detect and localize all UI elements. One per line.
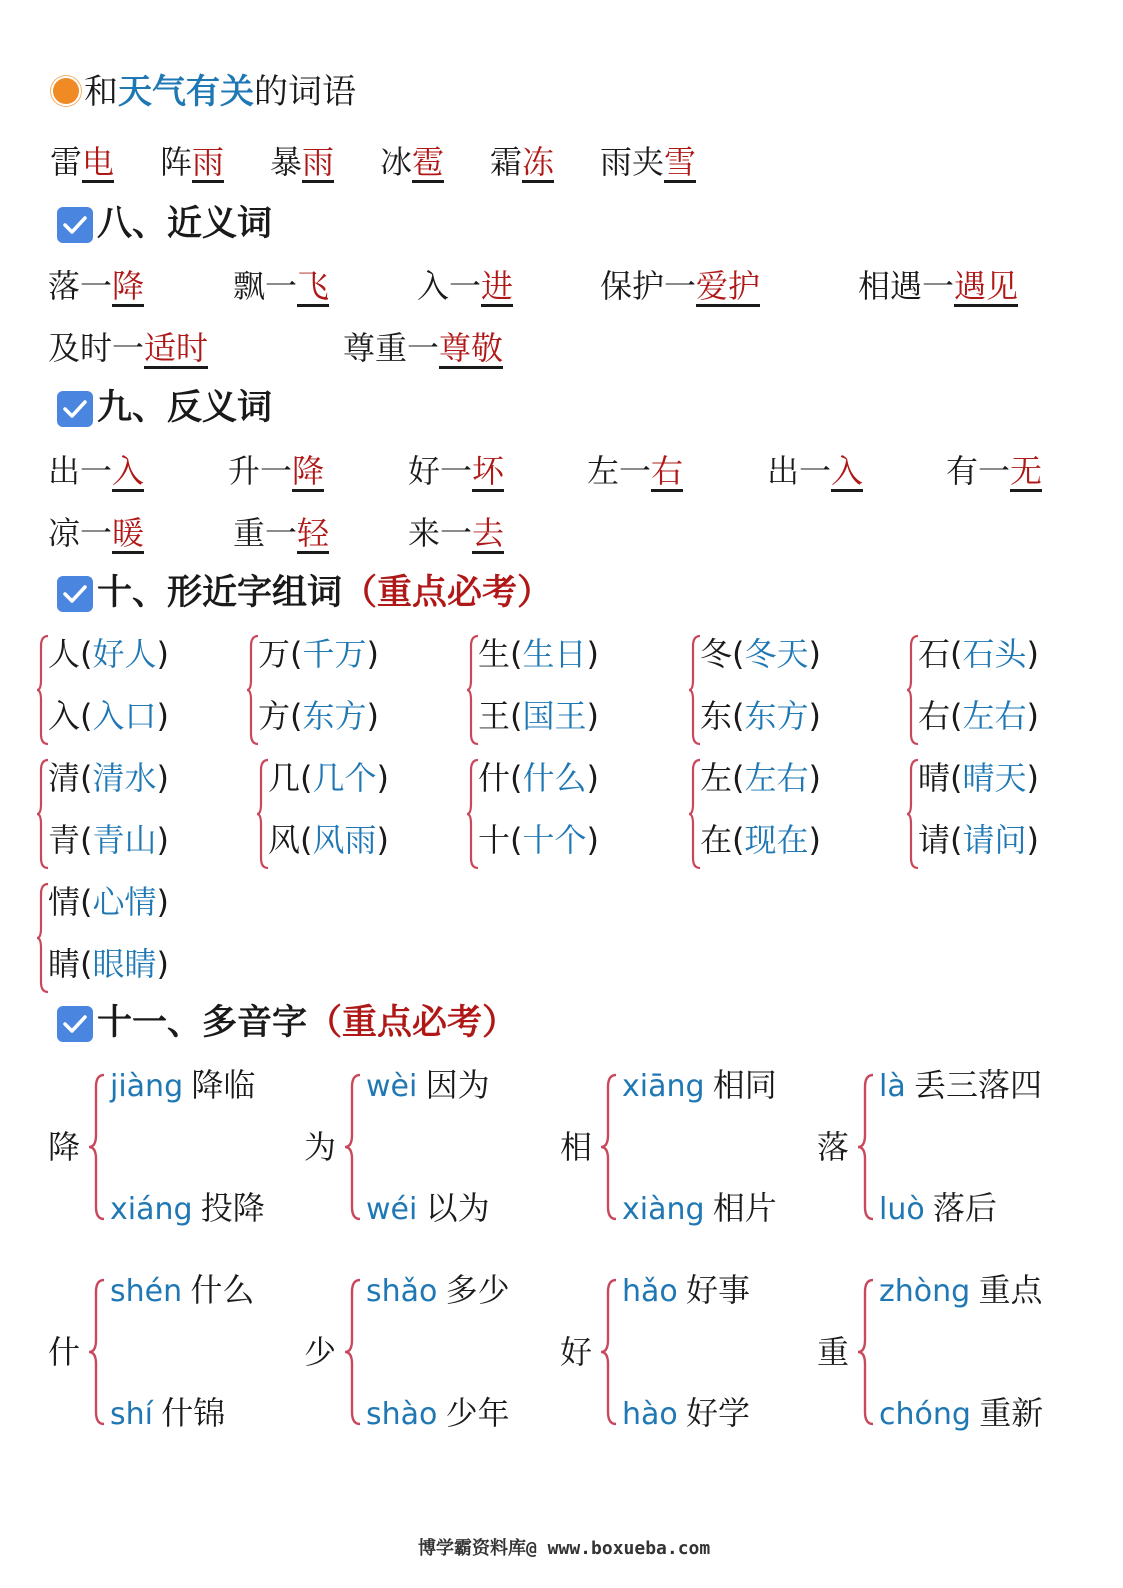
similar-title-text: 十、形近字组词 [97,573,343,613]
weather-title [84,70,356,114]
polyphones-title-note: （重点必考） [307,1003,518,1043]
similar-word: 左右 [744,759,809,797]
similar-char: 王 [478,697,511,735]
similar-word: 几个 [312,759,377,797]
similar-word: 东方 [302,697,367,735]
paren-open: ( [732,697,745,735]
polyphone-word: 因为 [425,1066,490,1104]
brace-icon [86,1278,106,1428]
similar-char: 万 [258,635,291,673]
similar-char: 入 [48,697,81,735]
paren-close: ) [1026,635,1039,673]
similar-word: 石头 [962,635,1027,673]
polyphone-reading [622,1065,777,1111]
similar-char: 请 [918,821,951,859]
polyphone-char: 好 [560,1333,593,1371]
polyphone-word: 以为 [425,1189,490,1227]
similar-item [700,694,821,738]
similar-word: 眼睛 [92,945,157,983]
paren-close: ) [808,635,821,673]
similar-word: 心情 [92,883,157,921]
weather-word: 雨夹雪 [600,143,697,181]
polyphone-reading [879,1188,997,1234]
synonym-item: 落一降 [48,267,145,305]
pinyin: shào [366,1397,438,1432]
paren-close: ) [156,883,169,921]
similar-item [258,694,379,738]
pinyin: xiáng [110,1192,193,1227]
antonym-item: 升一降 [228,452,325,490]
polyphone-group [304,1065,554,1235]
polyphone-reading [879,1065,1042,1111]
similar-char: 东 [700,697,733,735]
similar-char: 晴 [918,759,951,797]
pinyin: chóng [879,1397,971,1432]
similar-char: 睛 [48,945,81,983]
footer-credit: 博学霸资料库@ www.boxueba.com [418,1538,711,1559]
polyphone-char: 重 [817,1333,850,1371]
antonym-item: 好一坏 [408,452,505,490]
similar-word: 晴天 [962,759,1027,797]
antonym-item: 重一轻 [233,514,330,552]
pinyin: wèi [366,1069,418,1104]
polyphone-reading [366,1270,510,1316]
paren-close: ) [156,635,169,673]
weather-word: 暴雨 [270,143,335,181]
polyphone-reading [366,1393,510,1439]
similar-item [478,818,599,862]
paren-open: ( [732,635,745,673]
synonym-item: 入一进 [417,267,514,305]
paren-close: ) [586,635,599,673]
polyphone-word: 落后 [932,1189,997,1227]
polyphone-reading [110,1188,265,1234]
paren-open: ( [80,697,93,735]
paren-close: ) [586,759,599,797]
antonyms-title: 九、反义词 [97,388,273,428]
polyphone-word: 什么 [190,1271,255,1309]
polyphone-char: 少 [304,1333,337,1371]
similar-item [48,694,169,738]
pinyin: wéi [366,1192,418,1227]
polyphone-reading [110,1065,255,1111]
antonym-item: 出一入 [48,452,145,490]
polyphone-reading [110,1393,225,1439]
polyphone-group [817,1065,1067,1235]
synonym-item: 相遇一遇见 [858,267,1019,305]
similar-char: 十 [478,821,511,859]
pinyin: xiàng [622,1192,705,1227]
paren-close: ) [156,945,169,983]
checkbox-icon [57,576,93,612]
similar-char: 人 [48,635,81,673]
polyphone-group [560,1065,810,1235]
similar-title-note: （重点必考） [342,573,553,613]
similar-item [918,632,1039,676]
synonym-item: 尊重一尊敬 [343,329,504,367]
polyphone-word: 好事 [686,1271,751,1309]
paren-open: ( [510,635,523,673]
brace-icon [855,1073,875,1223]
weather-title-pre: 和 [84,72,118,112]
paren-close: ) [586,821,599,859]
paren-open: ( [950,635,963,673]
weather-word: 阵雨 [160,143,225,181]
pinyin: shén [110,1274,183,1309]
similar-item [478,694,599,738]
paren-close: ) [366,697,379,735]
polyphone-reading [622,1270,750,1316]
antonym-item: 出一入 [767,452,864,490]
antonym-item: 凉一暖 [48,514,145,552]
similar-char: 几 [268,759,301,797]
similar-char: 什 [478,759,511,797]
antonym-item: 左一右 [587,452,684,490]
paren-close: ) [156,697,169,735]
similar-item [258,632,379,676]
weather-word: 冰雹 [380,143,445,181]
paren-close: ) [1026,759,1039,797]
similar-item [918,694,1039,738]
polyphone-char: 落 [817,1128,850,1166]
paren-close: ) [156,821,169,859]
pinyin: shí [110,1397,153,1432]
paren-open: ( [80,759,93,797]
similar-item [700,632,821,676]
polyphone-group [48,1270,298,1440]
paren-open: ( [300,821,313,859]
similar-word: 冬天 [744,635,809,673]
similar-item [918,756,1039,800]
paren-close: ) [156,759,169,797]
brace-icon [598,1073,618,1223]
polyphone-word: 降临 [191,1066,256,1104]
pinyin: luò [879,1192,925,1227]
similar-item [478,632,599,676]
paren-open: ( [290,697,303,735]
similar-char: 生 [478,635,511,673]
pinyin: hào [622,1397,678,1432]
similar-item [918,818,1039,862]
brace-icon [342,1073,362,1223]
polyphone-reading [622,1393,750,1439]
polyphone-char: 什 [48,1333,81,1371]
polyphone-word: 什锦 [161,1394,226,1432]
polyphone-group [304,1270,554,1440]
pinyin: shǎo [366,1274,438,1309]
polyphone-word: 重新 [979,1394,1044,1432]
paren-open: ( [510,759,523,797]
polyphone-reading [366,1065,490,1111]
similar-word: 生日 [522,635,587,673]
polyphone-word: 重点 [978,1271,1043,1309]
similar-char: 青 [48,821,81,859]
polyphone-group [817,1270,1067,1440]
paren-close: ) [586,697,599,735]
polyphones-title [97,1001,517,1045]
similar-word: 入口 [92,697,157,735]
similar-word: 十个 [522,821,587,859]
paren-open: ( [80,945,93,983]
pinyin: zhòng [879,1274,971,1309]
paren-close: ) [808,759,821,797]
synonyms-title: 八、近义词 [97,204,273,244]
similar-char: 情 [48,883,81,921]
paren-open: ( [732,821,745,859]
paren-open: ( [950,697,963,735]
polyphone-reading [110,1270,254,1316]
synonym-item: 飘一飞 [233,267,330,305]
similar-title [97,571,552,615]
paren-open: ( [80,883,93,921]
polyphone-reading [622,1188,777,1234]
polyphone-reading [366,1188,490,1234]
antonym-item: 来一去 [408,514,505,552]
weather-word: 霜冻 [490,143,555,181]
similar-char: 方 [258,697,291,735]
pinyin: xiāng [622,1069,705,1104]
similar-item [48,818,169,862]
brace-icon [855,1278,875,1428]
polyphone-char: 为 [304,1128,337,1166]
similar-word: 现在 [744,821,809,859]
similar-word: 好人 [92,635,157,673]
checkbox-icon [57,1006,93,1042]
polyphone-char: 相 [560,1128,593,1166]
similar-item [48,632,169,676]
brace-icon [342,1278,362,1428]
bullet-dot-icon [53,78,79,104]
paren-open: ( [510,821,523,859]
similar-item [48,756,169,800]
pinyin: hǎo [622,1274,678,1309]
brace-icon [86,1073,106,1223]
paren-open: ( [290,635,303,673]
similar-word: 千万 [302,635,367,673]
similar-word: 请问 [962,821,1027,859]
paren-open: ( [80,635,93,673]
similar-word: 青山 [92,821,157,859]
paren-close: ) [808,821,821,859]
paren-close: ) [376,759,389,797]
paren-close: ) [1026,697,1039,735]
polyphone-reading [879,1270,1042,1316]
paren-open: ( [300,759,313,797]
polyphone-word: 投降 [200,1189,265,1227]
checkbox-icon [57,391,93,427]
similar-word: 左右 [962,697,1027,735]
paren-close: ) [366,635,379,673]
polyphone-word: 好学 [686,1394,751,1432]
paren-close: ) [808,697,821,735]
synonym-item: 及时一适时 [48,329,209,367]
brace-icon [598,1278,618,1428]
checkbox-icon [57,207,93,243]
paren-open: ( [950,821,963,859]
polyphone-char: 降 [48,1128,81,1166]
similar-char: 风 [268,821,301,859]
similar-item [48,942,169,986]
polyphone-word: 相片 [712,1189,777,1227]
polyphones-title-text: 十一、多音字 [97,1003,308,1043]
polyphone-group [560,1270,810,1440]
similar-char: 冬 [700,635,733,673]
similar-item [700,818,821,862]
polyphone-word: 少年 [445,1394,510,1432]
similar-item [268,818,389,862]
polyphone-word: 丢三落四 [913,1066,1042,1104]
similar-char: 左 [700,759,733,797]
paren-open: ( [950,759,963,797]
similar-char: 右 [918,697,951,735]
similar-word: 什么 [522,759,587,797]
similar-item [700,756,821,800]
similar-item [48,880,169,924]
similar-word: 国王 [522,697,587,735]
weather-word: 雷电 [50,143,115,181]
similar-item [268,756,389,800]
polyphone-reading [879,1393,1043,1439]
weather-title-highlight: 天气有关 [118,72,254,112]
similar-word: 风雨 [312,821,377,859]
similar-char: 石 [918,635,951,673]
similar-item [478,756,599,800]
paren-open: ( [732,759,745,797]
pinyin: jiàng [110,1069,184,1104]
paren-open: ( [510,697,523,735]
synonym-item: 保护一爱护 [600,267,761,305]
paren-close: ) [376,821,389,859]
similar-word: 清水 [92,759,157,797]
weather-title-post: 的词语 [254,72,356,112]
polyphone-group [48,1065,298,1235]
polyphone-word: 相同 [712,1066,777,1104]
paren-close: ) [1026,821,1039,859]
similar-char: 清 [48,759,81,797]
similar-char: 在 [700,821,733,859]
paren-open: ( [80,821,93,859]
polyphone-word: 多少 [445,1271,510,1309]
pinyin: là [879,1069,906,1104]
similar-word: 东方 [744,697,809,735]
antonym-item: 有一无 [946,452,1043,490]
